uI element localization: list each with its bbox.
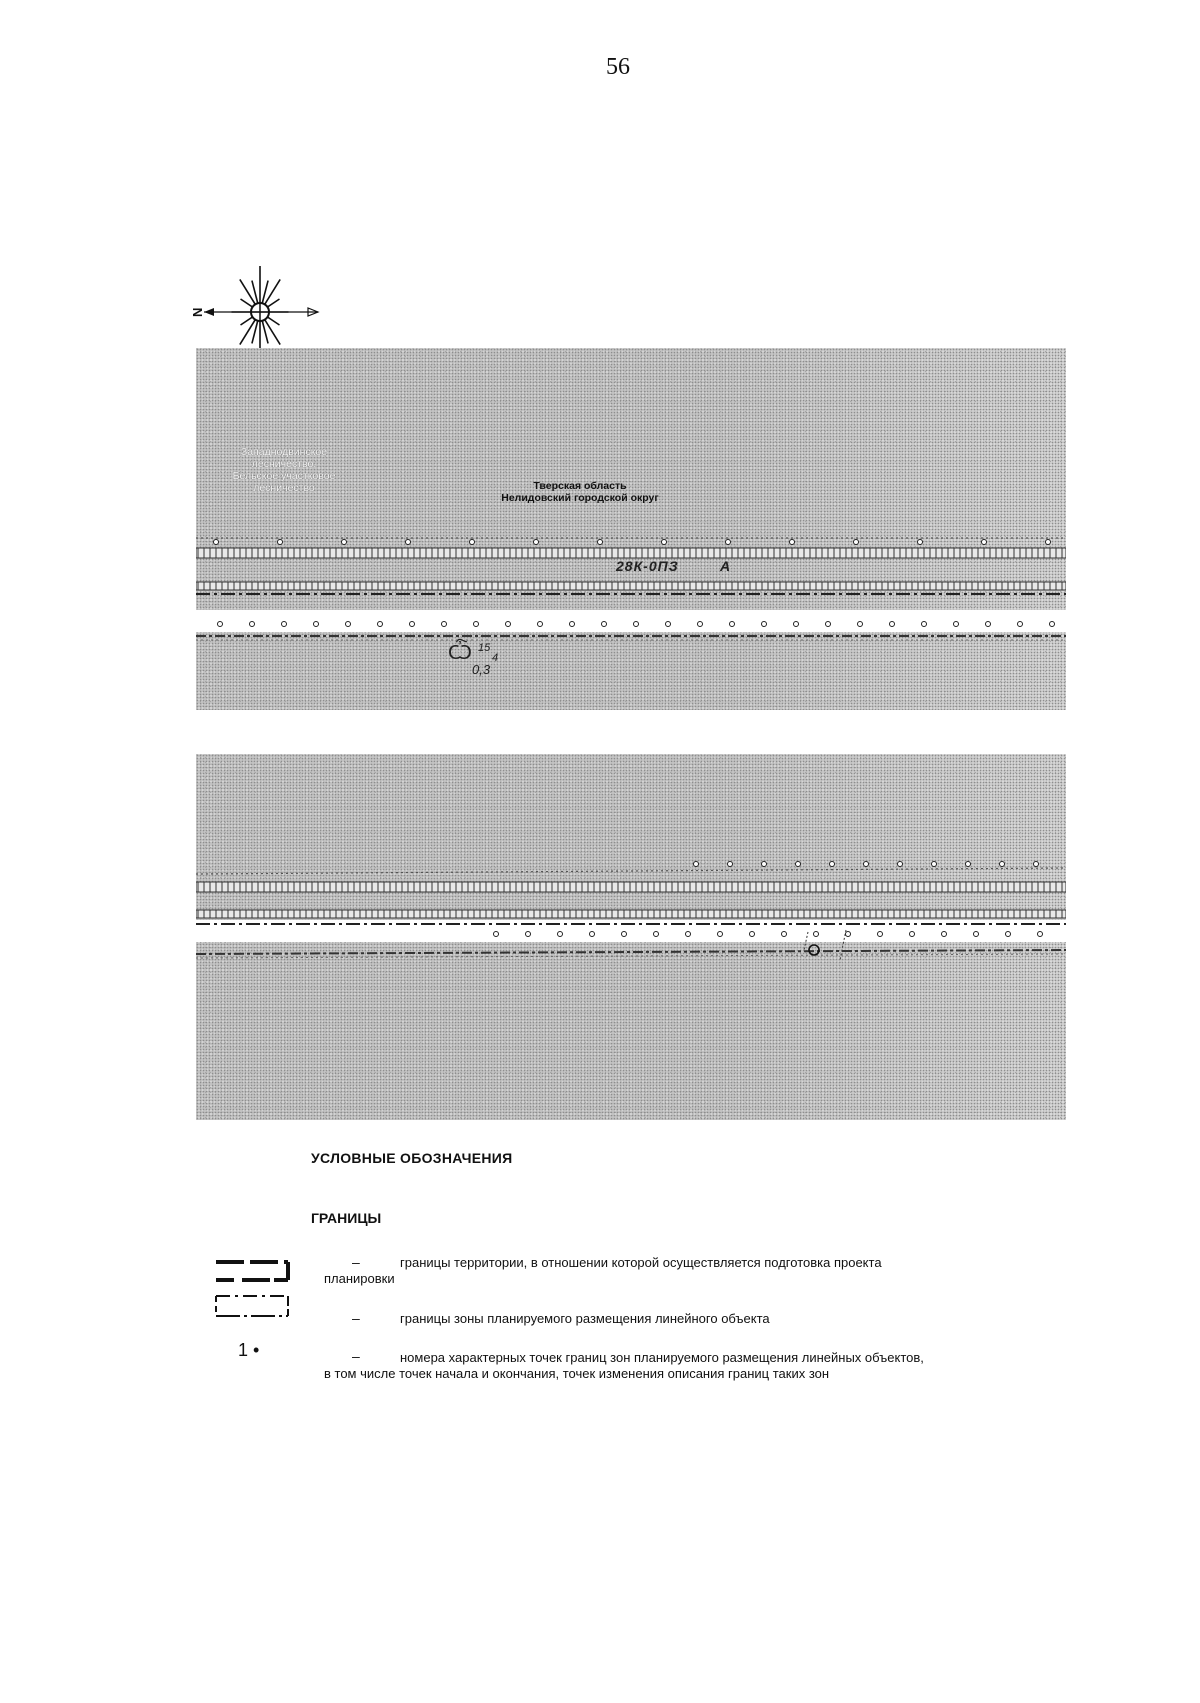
territory-boundary-icon	[212, 1258, 296, 1326]
north-arrow-icon	[190, 262, 330, 362]
region-label: Тверская область Нелидовский городской округ	[501, 480, 659, 504]
tree-thickness-label: 0,3	[472, 662, 491, 677]
page-number: 56	[606, 54, 630, 80]
map-panel-bottom	[196, 754, 1066, 1120]
tree-stand-icon: Ѽ	[448, 642, 472, 664]
north-label: N	[190, 307, 205, 317]
legend-item-2-dash: –	[352, 1310, 360, 1326]
legend-item-1-dash: –	[352, 1254, 360, 1270]
forest-district-label: Западнодвинское лесничество, Бельское участковое лесничество	[232, 446, 336, 494]
boundary-point-sample: 1 •	[238, 1340, 260, 1360]
tree-height-label: 15	[478, 642, 491, 654]
legend-item-1-text: границы территории, в отношении которой осуществляется подготовка проекта планировки	[324, 1255, 882, 1286]
tree-distance-label: 4	[492, 652, 499, 664]
road-code-label: 28К-0ПЗ	[616, 558, 679, 574]
map-linework-top	[196, 348, 1066, 710]
map-panel-top	[196, 348, 1066, 710]
map-linework-bottom	[196, 754, 1066, 1120]
road-category-label: А	[720, 558, 731, 574]
legend-item-2-text: границы зоны планируемого размещения линейного объекта	[400, 1311, 770, 1326]
legend-title: УСЛОВНЫЕ ОБОЗНАЧЕНИЯ	[311, 1150, 513, 1166]
legend-subtitle: ГРАНИЦЫ	[311, 1210, 382, 1226]
legend-item-3-dash: –	[352, 1348, 360, 1364]
legend-item-3-text: номера характерных точек границ зон планируемого размещения линейных объектов, в том числе точек начала и окончания, точек изменения описания границ таких зон	[324, 1350, 924, 1381]
